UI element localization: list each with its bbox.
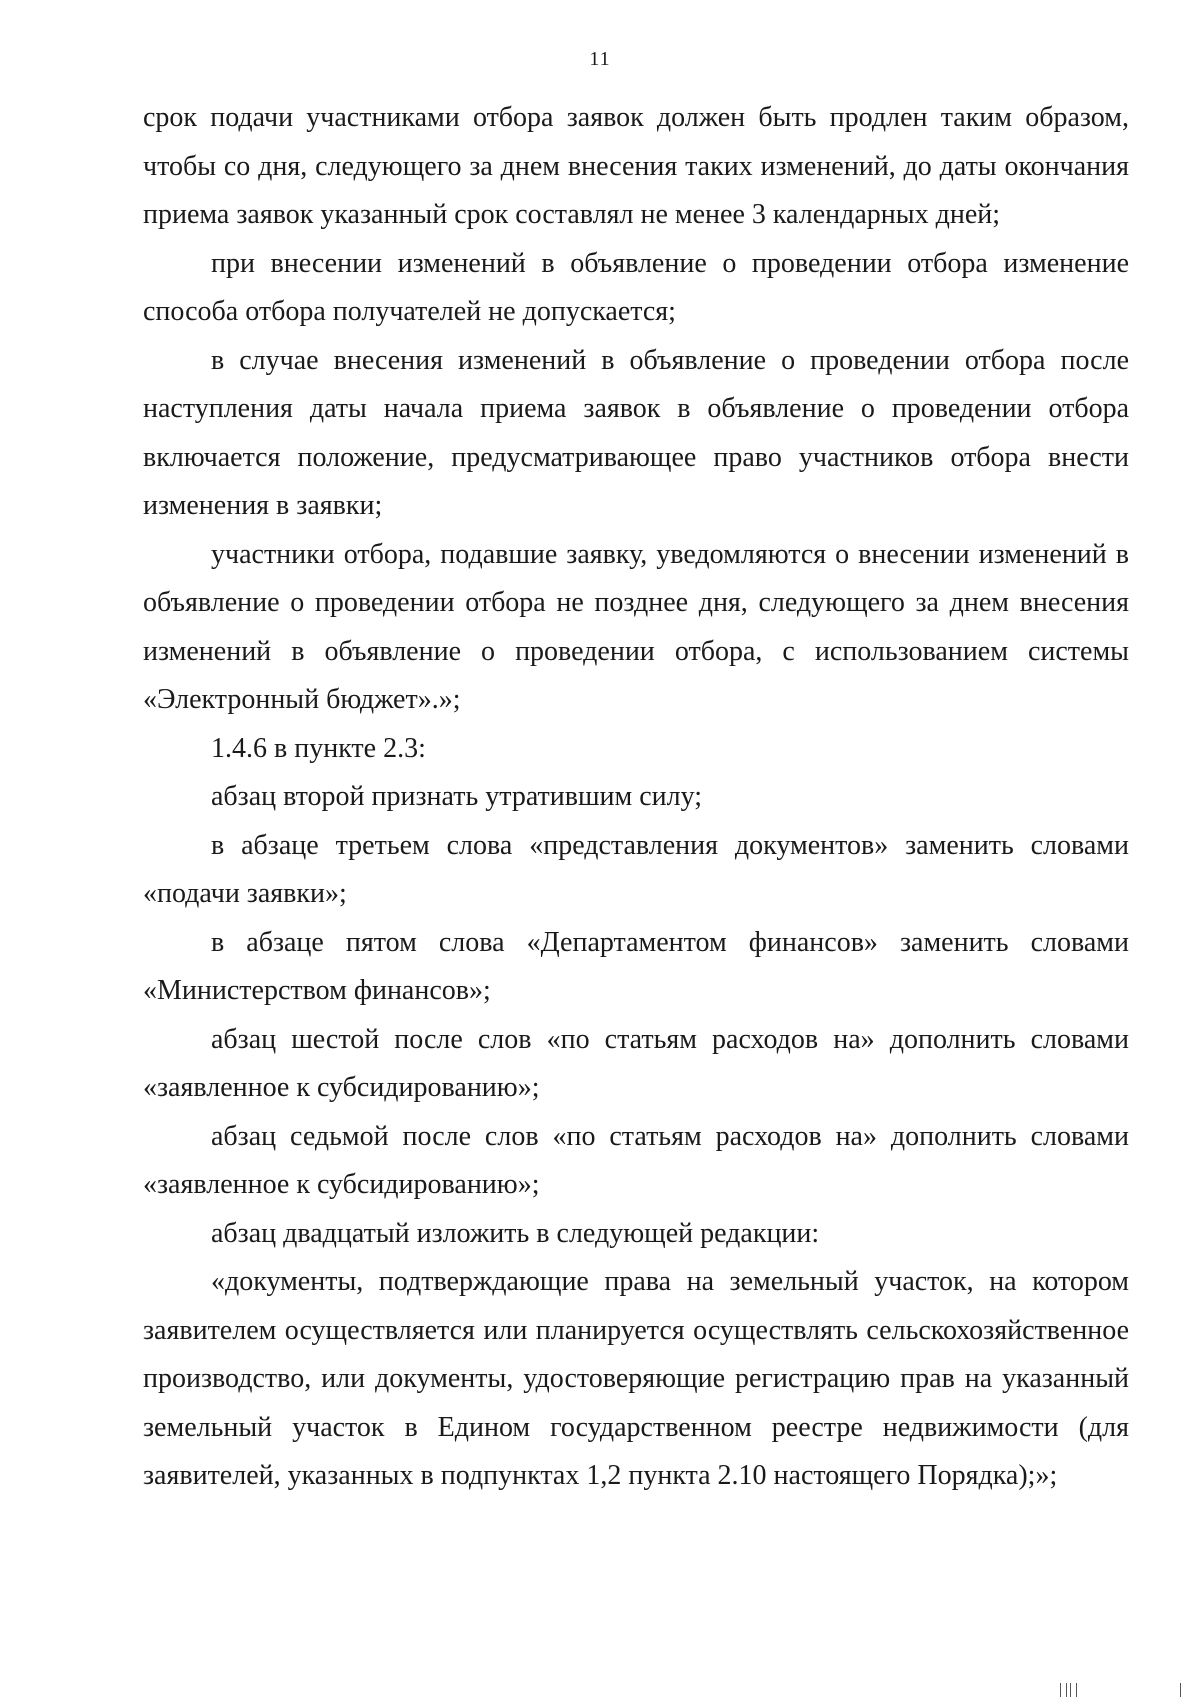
paragraph: «документы, подтверждающие права на земельный участок, на котором заявителем осуществляется или планируется осуществлять сельскохозяйственное производство, или документы, удостоверяющие регистрацию прав на указанный земельный участок в Едином государственном реестре недвижимости (для заявителей, указанных в подпунктах 1,2 пункта 2.10 настоящего Порядка);»; xyxy=(143,1266,1129,1491)
paragraph: абзац шестой после слов «по статьям расходов на» дополнить словами «заявленное к субсидированию»; xyxy=(143,1023,1129,1103)
paragraph: в абзаце третьем слова «представления документов» заменить словами «подачи заявки»; xyxy=(143,829,1129,909)
paragraph: при внесении изменений в объявление о проведении отбора изменение способа отбора получателей не допускается; xyxy=(143,247,1129,327)
scan-artifact-marks xyxy=(1060,1677,1200,1697)
page-number: 11 xyxy=(589,48,611,70)
paragraph: срок подачи участниками отбора заявок должен быть продлен таким образом, чтобы со дня, следующего за днем внесения таких изменений, до даты окончания приема заявок указанный срок составлял не менее 3 календарных дней; xyxy=(143,102,1129,230)
paragraph: в абзаце пятом слова «Департаментом финансов» заменить словами «Министерством финансов»; xyxy=(143,926,1129,1006)
paragraph: абзац второй признать утратившим силу; xyxy=(211,781,703,812)
paragraph: 1.4.6 в пункте 2.3: xyxy=(211,732,426,764)
paragraph: абзац седьмой после слов «по статьям расходов на» дополнить словами «заявленное к субсидированию»; xyxy=(143,1120,1129,1200)
paragraph: в случае внесения изменений в объявление о проведении отбора после наступления даты начала приема заявок в объявление о проведении отбора включается положение, предусматривающее право участников отбора внести изменения в заявки; xyxy=(143,344,1129,521)
document-body xyxy=(143,94,1129,1501)
paragraph: абзац двадцатый изложить в следующей редакции: xyxy=(211,1217,820,1249)
paragraph: участники отбора, подавшие заявку, уведомляются о внесении изменений в объявление о проведении отбора не позднее дня, следующего за днем внесения изменений в объявление о проведении отбора, с использованием системы «Электронный бюджет».»; xyxy=(143,538,1129,715)
